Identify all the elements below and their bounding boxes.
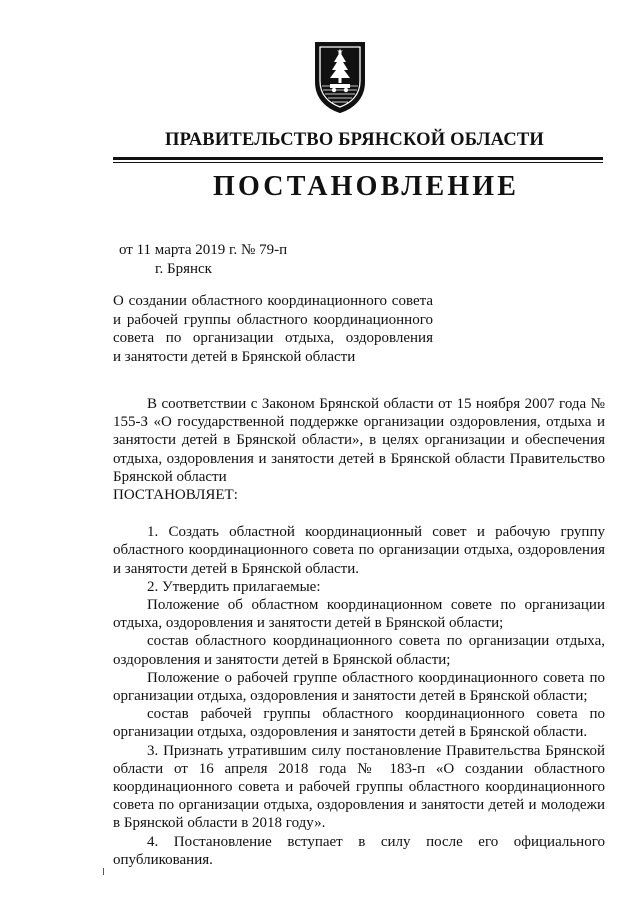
item-paragraph: состав рабочей группы областного координационного совета по организации отдыха, оздоровления и занятости детей в Брянской области. xyxy=(113,706,605,741)
subject-line: О создании областного координационного совета xyxy=(113,293,433,309)
subject-line: и рабочей группы областного координационного xyxy=(113,311,433,328)
document-city: г. Брянск xyxy=(155,261,212,277)
subject-line: и занятости детей в Брянской области xyxy=(113,349,356,366)
government-title: ПРАВИТЕЛЬСТВО БРЯНСКОЙ ОБЛАСТИ xyxy=(165,130,545,150)
item-paragraph: 3. Признать утратившим силу постановление Правительства Брянской области от 16 апреля 2018 года № 183-п «О создании областного координационного совета и рабочей группы областного координационного совета по организации отдыха, оздоровления и занятости детей и молодежи в Брянской области в 2018 году». xyxy=(113,742,605,832)
item-paragraph: 2. Утвердить прилагаемые: xyxy=(147,578,321,595)
preamble-paragraph: В соответствии с Законом Брянской области от 15 ноября 2007 года № 155-З «О государственной поддержке организации оздоровления, отдыха и занятости детей в Брянской области», в целях организации и обеспечения отдыха, оздоровления и занятости детей в Брянской области Правительство Брянской области xyxy=(113,396,605,485)
item-paragraph: 1. Создать областной координационный совет и рабочую группу областного координационного совета по организации отдыха, оздоровления и занятости детей в Брянской области. xyxy=(113,524,605,577)
document-subject xyxy=(113,292,433,367)
document-type-title: ПОСТАНОВЛЕНИЕ xyxy=(213,171,520,202)
item-paragraph: Положение о рабочей группе областного координационного совета по организации отдыха, оздоровления и занятости детей в Брянской области; xyxy=(113,669,605,705)
document-body xyxy=(113,395,605,869)
document-date-number: от 11 марта 2019 г. № 79-п xyxy=(119,242,288,258)
decree-word: ПОСТАНОВЛЯЕТ: xyxy=(113,487,238,504)
subject-line: совета по организации отдыха, оздоровления xyxy=(113,330,433,347)
coat-of-arms-icon xyxy=(312,40,368,114)
header-divider-thick xyxy=(113,157,603,160)
item-paragraph: состав областного координационного совета по организации отдыха, оздоровления и занятости детей в Брянской области; xyxy=(113,633,605,668)
item-paragraph: 4. Постановление вступает в силу после его официального опубликования. xyxy=(113,833,605,868)
item-paragraph: Положение об областном координационном совете по организации отдыха, оздоровления и занятости детей в Брянской области; xyxy=(113,597,605,632)
header-divider-thin xyxy=(113,162,603,163)
scan-mark xyxy=(103,868,104,875)
